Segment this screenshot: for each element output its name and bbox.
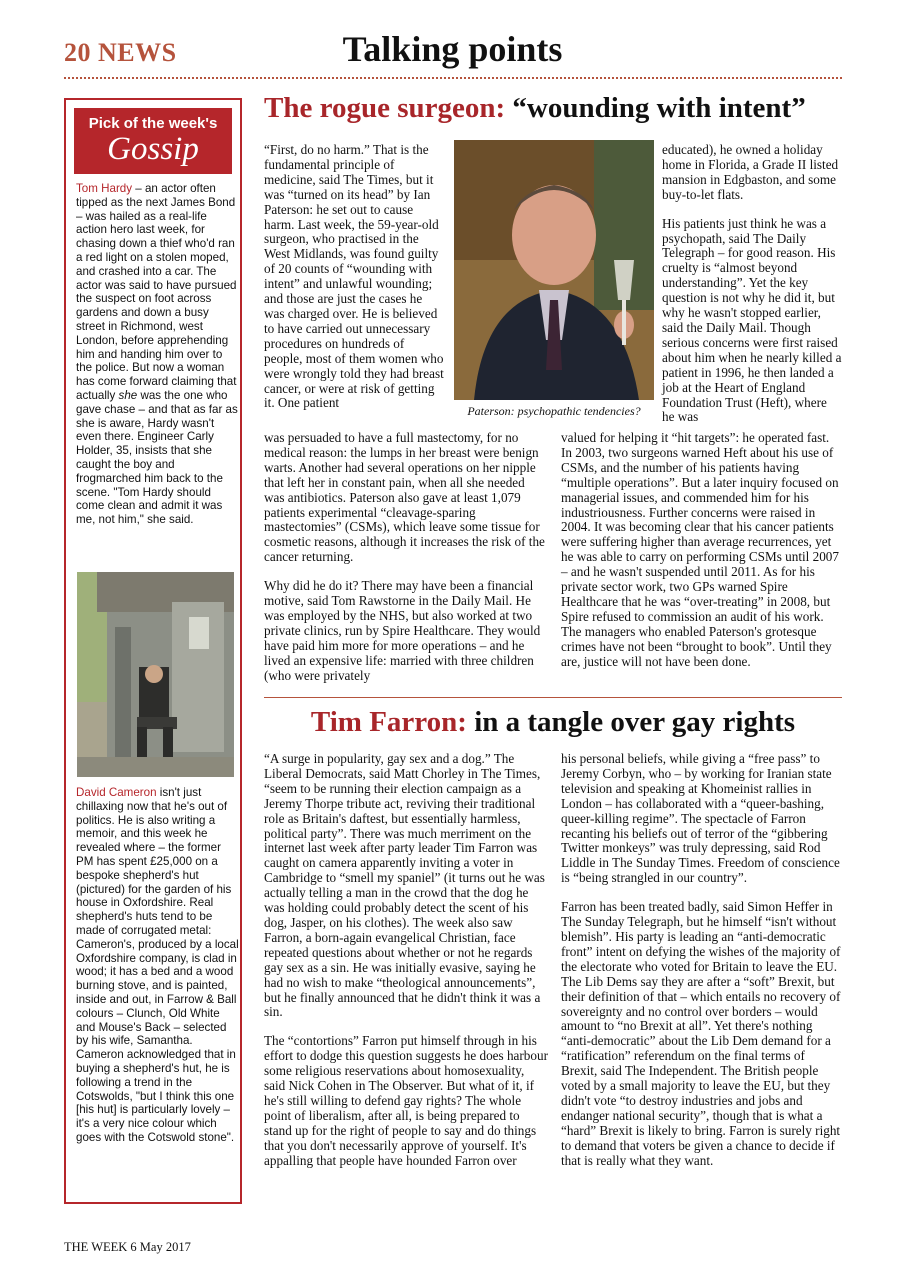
article2-para: Farron has been treated badly, said Simon Heffer in The Sunday Telegraph, but he himself “isn't without blemish”. His party is leading an “anti-democratic front” intent on defying the wishes of the majority of the electorate who voted for Britain to leave the EU. The Lib Dems say they are after a “soft” Brexit, but their definition of that – which entails no recovery of sovereignty and no control over borders – would amount to “no Brexit at all”. Yet there's nothing “anti-democratic” about the Lib Dem demand for a “ratification” referendum on the final terms of Brexit, said The Independent. The British people voted by a small majority to leave the EU, but they didn't vote “to destroy industries and jobs and endanger national security”, though that is what a “hard” Brexit is likely to bring. Farron is surely right to demand that voters be given a chance to decide if that is really what they want.	[561, 899, 841, 1168]
article1-col-left-top	[264, 143, 444, 411]
section-name: NEWS	[98, 38, 177, 67]
article2-para: The “contortions” Farron put himself through in his effort to dodge this question suggests he does harbour some religious reservations about homosexuality, said Nick Cohen in The Observer. But what of it, if he's still willing to defend gay rights? The whole point of liberalism, after all, is being prepared to stand up for the right of people to say and do things that you don't necessarily approve of yourself. It's appalling that people have hounded Farron over	[264, 1033, 548, 1168]
gossip-item-hardy	[76, 182, 240, 527]
article-divider	[264, 697, 842, 698]
article2-para: his personal beliefs, while giving a “free pass” to Jeremy Corbyn, who – by working for Iranian state television and speaking at Khomeinist rallies in London – has collaborated with a “queer-bashing, queer-killing regime”. The spectacle of Farron recanting his beliefs out of terror of the “gibbering Twitter monkeys” was truly depressing, said Rod Liddle in The Sunday Times. Freedom of conscience is “being strangled in our country”.	[561, 751, 840, 886]
gossip-item-cameron	[76, 786, 240, 1145]
gossip-badge-top: Pick of the week's	[88, 115, 218, 132]
article2-col-right	[561, 752, 843, 1168]
article2-headline	[264, 706, 842, 739]
gossip-text-hardy-a: – an actor often tipped as the next James Bond – was hailed as a real-life action hero last week, for chasing down a thief who'd ran a red light on a stolen moped, and crashed into a car. The actor was said to have pursued the suspect on foot across gardens and down a busy street in Richmond, west London, before apprehending him and handing him over to the police. But now a woman has come forward claiming that actually	[76, 182, 237, 402]
header-rule	[64, 77, 842, 79]
article1-headline-black: “wounding with intent”	[505, 92, 806, 124]
gossip-text-cameron: isn't just chillaxing now that he's out of politics. He is also writing a memoir, and this week he revealed where – the former PM has spent £25,000 on a bespoke shepherd's hut (pictured) for the garden of his house in Oxfordshire. Real shepherd's huts tend to be made of corrugated metal: Cameron's, produced by a local Oxfordshire company, is clad in wood; it has a bed and a wood burning stove, and is painted, inside and out, in Farrow & Ball colours – Clunch, Old White and Mouse's Back – selected by his wife, Samantha. Cameron acknowledged that in buying a shepherd's hut, he is following a trend in the Cotswolds, "but I think this one [his hut] is particularly lovely – it's a very nice colour which goes with the Cotswold stone".	[76, 786, 239, 1144]
gossip-emphasis: she	[118, 388, 138, 402]
gossip-badge	[74, 108, 232, 174]
article1-para: educated), he owned a holiday home in Florida, a Grade II listed mansion in Edgbaston, and some buy-to-let flats.	[662, 142, 839, 202]
article1-para: “First, do no harm.” That is the fundamental principle of medicine, said The Times, but it was “turned on its head” by Ian Paterson: he set out to cause harm. Last week, the 59-year-old surgeon, who practised in the West Midlands, was found guilty of 20 counts of “wounding with intent” and unlawful wounding; and those are just the cases he was charged over. He is believed to have carried out unnecessary procedures on hundreds of people, most of them women who were wrongly told they had breast cancer, or were at risk of getting it. One patient	[264, 142, 444, 411]
gossip-name-hardy: Tom Hardy	[76, 182, 133, 195]
article1-para: valued for helping it “hit targets”: he operated fast. In 2003, two surgeons warned Heft about his use of CSMs, and the number of his patients having “multiple operations”. But a later inquiry focused on managerial issues, and commended him for his industriousness. Further concerns were raised in 2004. It was becoming clear that his cancer patients were suffering higher than average recurrences, yet he was able to carry on performing CSMs until 2007 – and he wasn't suspended until 2011. As for his private sector work, two GPs warned Spire Healthcare that he was “over-treating” in 2008, but Spire refused to commission an audit of his work. The managers who enabled Paterson's grotesque crimes have not been “brought to book”. Until they are, justice will not have been done.	[561, 430, 839, 669]
article1-col-right-bottom	[561, 431, 843, 670]
gossip-sidebar	[64, 98, 242, 1204]
photo-caption: Paterson: psychopathic tendencies?	[467, 404, 641, 418]
article1-col-right-top	[662, 143, 842, 425]
section-number: 20	[64, 38, 91, 67]
article2-headline-black: in a tangle over gay rights	[466, 706, 796, 738]
gossip-text-hardy-b: was the one who gave chase – and that as far as she is aware, Hardy wasn't even there. Engineer Carly Holder, 35, insists that she caught the boy and frogmarched him back to the scene. "Tom Hardy should come clean and admit it was me, not him," she said.	[76, 388, 238, 527]
article1-para: Why did he do it? There may have been a financial motive, said Tom Rawstorne in the Daily Mail. He was employed by the NHS, but also worked at two private clinics, run by Spire Healthcare. They would have paid him more for more operations – and he lived an expensive life: married with three children (who were privately	[264, 578, 541, 683]
article1-headline	[264, 92, 844, 125]
article1-para: was persuaded to have a full mastectomy, for no medical reason: the lumps in her breast were benign warts. Another had several operations on her nipple that left her in constant pain, when all she needed was antibiotics. Paterson also gave at least 1,079 patients experimental “cleavage-sparing mastectomies” (CSMs), which leave some tissue for cosmetic reasons, although it increases the risk of the cancer returning.	[264, 430, 545, 565]
article2-headline-red: Tim Farron:	[310, 706, 467, 738]
page-title: Talking points	[342, 29, 563, 69]
article1-col-left-bottom	[264, 431, 548, 684]
gossip-name-cameron: David Cameron	[76, 786, 157, 799]
article2-para: “A surge in popularity, gay sex and a dog.” The Liberal Democrats, said Matt Chorley in The Times, “seem to be running their election campaign as a Jeremy Thorpe tribute act, reviving their traditional role as Britain's daftest, but essentially harmless, political party”. There was much merriment on the internet last week after party leader Tim Farron was caught on camera apparently inviting a voter in Cambridge to “smell my spaniel” (it turns out he was actually telling a man in the crowd that the dog he was holding could probably detect the scent of his dog, Jasper, on his clothes). The week also saw Farron, a born-again evangelical Christian, face repeated questions about whether or not he regards gay sex as a sin. He was initially evasive, saying he had no wish to make “theological announcements”, but he finally announced that he didn't think it was a sin.	[264, 751, 545, 1020]
page-footer: THE WEEK 6 May 2017	[64, 1240, 191, 1254]
article2-col-left	[264, 752, 548, 1168]
cameron-hut-photo	[77, 572, 234, 777]
article1-headline-red: The rogue surgeon:	[264, 92, 506, 124]
paterson-photo	[454, 140, 654, 400]
article1-para: His patients just think he was a psychopath, said The Daily Telegraph – for good reason. His cruelty is “almost beyond understanding”. Yet the key question is not why he did it, but why he wasn't stopped earlier, said the Daily Mail. Though serious concerns were first raised about him when he nearly killed a patient in 1996, he then landed a job at the Heart of England Foundation Trust (Heft), where he was	[662, 215, 842, 425]
gossip-badge-title: Gossip	[107, 131, 199, 167]
